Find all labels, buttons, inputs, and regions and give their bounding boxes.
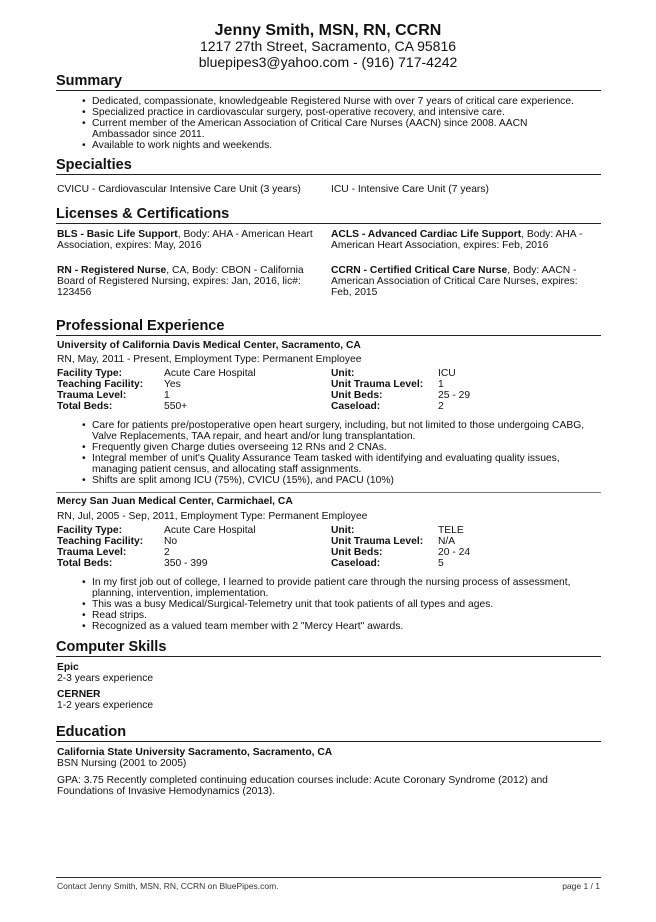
education-heading: Education: [56, 724, 601, 742]
job-employer: Mercy San Juan Medical Center, Carmichael, CA: [57, 496, 293, 507]
summary-item: • Specialized practice in cardiovascular surgery, post-operative recovery, and intensive care.: [82, 108, 602, 119]
skills-heading: Computer Skills: [56, 639, 601, 657]
licenses-heading: Licenses & Certifications: [56, 206, 601, 224]
job-duty: • Care for patients pre/postoperative open heart surgery, including, but not limited to those undergoing CABG, Valve Replacements, TAA repair, and heart and/or lung transplantation.: [82, 421, 602, 443]
job-divider: [56, 492, 601, 493]
summary-list: [82, 97, 602, 152]
unit-label: Unit:: [331, 525, 355, 536]
license-name: BLS - Basic Life Support: [57, 229, 178, 240]
summary-item: • Current member of the American Association of Critical Care Nurses (AACN) since 2008. AACN Ambassador since 2011.: [82, 119, 552, 141]
job-duty: • Integral member of unit's Quality Assurance Team tasked with identifying and evaluating quality issues, managing patient census, and allocating staff assignments.: [82, 454, 602, 476]
specialty-item: ICU - Intensive Care Unit (7 years): [331, 184, 489, 195]
specialties-heading: Specialties: [56, 157, 601, 175]
facility-type-label: Facility Type:: [57, 525, 123, 536]
unit-trauma-value: 1: [438, 379, 444, 390]
caseload-label: Caseload:: [331, 558, 381, 569]
teaching-facility-label: Teaching Facility:: [57, 379, 144, 390]
license-name: RN - Registered Nurse: [57, 265, 167, 276]
candidate-address: 1217 27th Street, Sacramento, CA 95816: [199, 38, 457, 54]
teaching-facility-label: Teaching Facility:: [57, 536, 144, 547]
trauma-level-value: 1: [164, 390, 170, 401]
job-duty: • Shifts are split among ICU (75%), CVICU (15%), and PACU (10%): [82, 476, 602, 487]
unit-trauma-value: N/A: [438, 536, 456, 547]
job-duties-list: [82, 578, 602, 633]
candidate-contact: bluepipes3@yahoo.com - (916) 717-4242: [198, 54, 458, 70]
skill-detail: 2-3 years experience: [57, 673, 154, 684]
job-duty: • Frequently given Charge duties overseeing 12 RNs and 2 CNAs.: [82, 443, 602, 454]
skill-name: CERNER: [57, 689, 101, 700]
education-gpa: GPA: 3.75 Recently completed continuing education courses include: Acute Coronary Syndrome (2012) and Foundations of Invasive Hemodynamics (2013).: [57, 775, 548, 797]
unit-trauma-label: Unit Trauma Level:: [331, 379, 424, 390]
education-degree: BSN Nursing (2001 to 2005): [57, 758, 187, 769]
unit-beds-label: Unit Beds:: [331, 390, 383, 401]
job-employer: University of California Davis Medical Center, Sacramento, CA: [57, 340, 361, 351]
total-beds-value: 550+: [164, 401, 188, 412]
unit-beds-value: 25 - 29: [438, 390, 471, 401]
trauma-level-label: Trauma Level:: [57, 547, 127, 558]
unit-value: TELE: [438, 525, 464, 536]
summary-item: • Dedicated, compassionate, knowledgeable Registered Nurse with over 7 years of critical care experience.: [82, 97, 602, 108]
facility-type-label: Facility Type:: [57, 368, 123, 379]
license-item: [331, 266, 595, 298]
license-item: [57, 266, 321, 298]
summary-item: • Available to work nights and weekends.: [82, 141, 602, 152]
total-beds-value: 350 - 399: [164, 558, 208, 569]
specialty-item: CVICU - Cardiovascular Intensive Care Unit (3 years): [57, 184, 301, 195]
summary-heading: Summary: [56, 73, 601, 91]
license-item: [57, 230, 321, 252]
license-detail: , Body: AACN - American Association of Critical Care Nurses, expires: Feb, 2015: [331, 265, 578, 298]
caseload-value: 5: [438, 558, 444, 569]
candidate-name: Jenny Smith, MSN, RN, CCRN: [214, 22, 442, 39]
page-number: page 1 / 1: [562, 881, 600, 891]
footer-note: Contact Jenny Smith, MSN, RN, CCRN on BluePipes.com.: [57, 881, 279, 891]
unit-beds-label: Unit Beds:: [331, 547, 383, 558]
trauma-level-value: 2: [164, 547, 170, 558]
facility-type-value: Acute Care Hospital: [164, 368, 256, 379]
total-beds-label: Total Beds:: [57, 558, 113, 569]
caseload-label: Caseload:: [331, 401, 381, 412]
teaching-facility-value: Yes: [164, 379, 181, 390]
job-duty: • Recognized as a valued team member with 2 "Mercy Heart" awards.: [82, 622, 602, 633]
education-school: California State University Sacramento, Sacramento, CA: [57, 747, 333, 758]
job-duty: • In my first job out of college, I learned to provide patient care through the nursing process of assessment, planning, intervention, implementation.: [82, 578, 602, 600]
license-detail: , CA, Body: CBON - California Board of Registered Nursing, expires: Jan, 2016, lic#: 123456: [57, 265, 304, 298]
unit-beds-value: 20 - 24: [438, 547, 471, 558]
caseload-value: 2: [438, 401, 444, 412]
unit-trauma-label: Unit Trauma Level:: [331, 536, 424, 547]
unit-value: ICU: [438, 368, 456, 379]
teaching-facility-value: No: [164, 536, 178, 547]
license-detail: , Body: AHA - American Heart Association, expires: May, 2016: [57, 229, 313, 251]
license-item: [331, 230, 595, 252]
license-name: CCRN - Certified Critical Care Nurse: [331, 265, 508, 276]
job-duty: • Read strips.: [82, 611, 602, 622]
footer-divider: [56, 877, 601, 878]
license-name: ACLS - Advanced Cardiac Life Support: [331, 229, 522, 240]
job-duty: • This was a busy Medical/Surgical-Telemetry unit that took patients of all types and ages.: [82, 600, 602, 611]
skill-name: Epic: [57, 662, 79, 673]
total-beds-label: Total Beds:: [57, 401, 113, 412]
license-detail: , Body: AHA - American Heart Association, expires: Feb, 2016: [331, 229, 583, 251]
job-duties-list: [82, 421, 602, 486]
job-position: RN, Jul, 2005 - Sep, 2011, Employment Type: Permanent Employee: [57, 511, 368, 522]
trauma-level-label: Trauma Level:: [57, 390, 127, 401]
experience-heading: Professional Experience: [56, 318, 601, 336]
facility-type-value: Acute Care Hospital: [164, 525, 256, 536]
unit-label: Unit:: [331, 368, 355, 379]
skill-detail: 1-2 years experience: [57, 700, 154, 711]
job-position: RN, May, 2011 - Present, Employment Type: Permanent Employee: [57, 354, 362, 365]
